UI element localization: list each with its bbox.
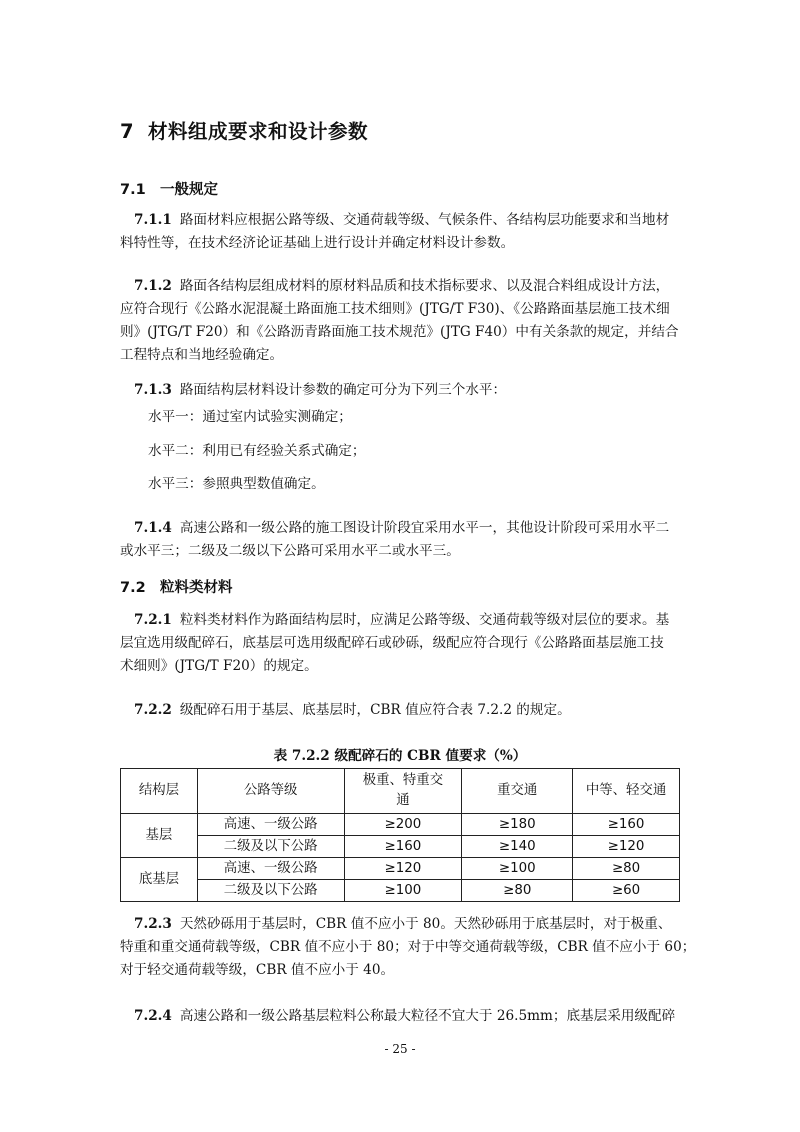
value-cell: ≥160 bbox=[573, 814, 680, 836]
clause-number: 7.2.2 bbox=[134, 702, 172, 718]
value-cell: ≥120 bbox=[344, 858, 462, 880]
table-header-row bbox=[121, 769, 680, 814]
clause-line: 7.2.1 粒料类材料作为路面结构层时，应满足公路等级、交通荷载等级对层位的要求。基 bbox=[134, 612, 670, 628]
clause-line: 7.1.2 路面各结构层组成材料的原材料品质和技术指标要求、以及混合料组成设计方法， bbox=[134, 278, 670, 294]
table-header-cell: 公路等级 bbox=[197, 769, 344, 814]
table-header-cell: 结构层 bbox=[121, 769, 198, 814]
clause-number: 7.2.3 bbox=[134, 916, 172, 932]
clause-line: 则》(JTG/T F20）和《公路沥青路面施工技术规范》(JTG F40）中有关条款的规定，并结合 bbox=[120, 324, 679, 340]
chapter-heading bbox=[120, 116, 368, 144]
clause-line: 7.1.4 高速公路和一级公路的施工图设计阶段宜采用水平一，其他设计阶段可采用水平二 bbox=[134, 520, 670, 536]
value-cell: ≥200 bbox=[344, 814, 462, 836]
section-title: 粒料类材料 bbox=[160, 580, 233, 596]
value-cell: ≥60 bbox=[573, 880, 680, 902]
table-caption: 表 7.2.2 级配碎石的 CBR 值要求（%） bbox=[273, 748, 527, 764]
clause-7-2-2 bbox=[120, 699, 680, 722]
clause-line: 7.2.2 级配碎石用于基层、底基层时，CBR 值应符合表 7.2.2 的规定。 bbox=[134, 702, 571, 718]
section-heading-7-2 bbox=[120, 576, 233, 597]
value-cell: ≥160 bbox=[344, 836, 462, 858]
clause-number: 7.2.4 bbox=[134, 1008, 172, 1024]
value-cell: ≥80 bbox=[573, 858, 680, 880]
layer-cell: 基层 bbox=[121, 814, 198, 858]
clause-number: 7.1.1 bbox=[134, 212, 172, 228]
clause-number: 7.1.4 bbox=[134, 520, 172, 536]
clause-line: 7.1.1 路面材料应根据公路等级、交通荷载等级、气候条件、各结构层功能要求和当地材 bbox=[134, 212, 670, 228]
clause-line: 术细则》(JTG/T F20）的规定。 bbox=[120, 658, 318, 674]
table-row bbox=[121, 814, 680, 836]
clause-line: 应符合现行《公路水泥混凝土路面施工技术细则》(JTG/T F30)、《公路路面基层施工技术细 bbox=[120, 301, 670, 317]
section-heading-7-1 bbox=[120, 178, 218, 199]
level-item: 水平二：利用已有经验关系式确定； bbox=[148, 443, 366, 459]
clause-7-2-3 bbox=[120, 913, 696, 982]
value-cell: ≥100 bbox=[344, 880, 462, 902]
table-header-cell: 极重、特重交通 bbox=[344, 769, 462, 814]
page-number: - 25 - bbox=[384, 1042, 416, 1056]
clause-number: 7.1.2 bbox=[134, 278, 172, 294]
table-row bbox=[121, 880, 680, 902]
section-number: 7.1 bbox=[120, 182, 146, 198]
clause-number: 7.1.3 bbox=[134, 382, 172, 398]
clause-line: 7.1.3 路面结构层材料设计参数的确定可分为下列三个水平： bbox=[134, 382, 507, 398]
table-row bbox=[121, 836, 680, 858]
section-number: 7.2 bbox=[120, 580, 146, 596]
grade-cell: 二级及以下公路 bbox=[197, 880, 344, 902]
value-cell: ≥80 bbox=[462, 880, 573, 902]
value-cell: ≥100 bbox=[462, 858, 573, 880]
clause-line: 7.2.4 高速公路和一级公路基层粒料公称最大粒径不宜大于 26.5mm；底基层采用级配碎 bbox=[134, 1008, 676, 1024]
clause-line: 或水平三；二级及二级以下公路可采用水平二或水平三。 bbox=[120, 543, 460, 559]
level-item: 水平一：通过室内试验实测确定； bbox=[148, 409, 352, 425]
value-cell: ≥180 bbox=[462, 814, 573, 836]
grade-cell: 二级及以下公路 bbox=[197, 836, 344, 858]
table-row bbox=[121, 858, 680, 880]
cbr-table bbox=[120, 768, 680, 902]
clause-line: 对于轻交通荷载等级，CBR 值不应小于 40。 bbox=[120, 962, 395, 978]
value-cell: ≥140 bbox=[462, 836, 573, 858]
clause-7-2-1 bbox=[120, 609, 680, 678]
clause-7-2-4 bbox=[120, 1005, 680, 1028]
clause-line: 7.2.3 天然砂砾用于基层时，CBR 值不应小于 80。天然砂砾用于底基层时，对于极重、 bbox=[134, 916, 672, 932]
clause-line: 工程特点和当地经验确定。 bbox=[120, 347, 284, 363]
clause-line: 层宜选用级配碎石，底基层可选用级配碎石或砂砾，级配应符合现行《公路路面基层施工技 bbox=[120, 635, 664, 651]
grade-cell: 高速、一级公路 bbox=[197, 858, 344, 880]
chapter-number: 7 bbox=[120, 120, 135, 143]
clause-line: 料特性等，在技术经济论证基础上进行设计并确定材料设计参数。 bbox=[120, 235, 515, 251]
chapter-title: 材料组成要求和设计参数 bbox=[148, 120, 369, 143]
clause-number: 7.2.1 bbox=[134, 612, 172, 628]
section-title: 一般规定 bbox=[160, 182, 218, 198]
clause-7-1-4 bbox=[120, 517, 680, 563]
layer-cell: 底基层 bbox=[121, 858, 198, 902]
table-header-cell: 重交通 bbox=[462, 769, 573, 814]
value-cell: ≥120 bbox=[573, 836, 680, 858]
level-item: 水平三：参照典型数值确定。 bbox=[148, 476, 325, 492]
clause-7-1-1 bbox=[120, 209, 680, 255]
clause-7-1-2 bbox=[120, 275, 680, 367]
table-header-cell: 中等、轻交通 bbox=[573, 769, 680, 814]
clause-line: 特重和重交通荷载等级，CBR 值不应小于 80；对于中等交通荷载等级，CBR 值不应小于 60； bbox=[120, 939, 696, 955]
grade-cell: 高速、一级公路 bbox=[197, 814, 344, 836]
clause-7-1-3 bbox=[120, 379, 680, 402]
